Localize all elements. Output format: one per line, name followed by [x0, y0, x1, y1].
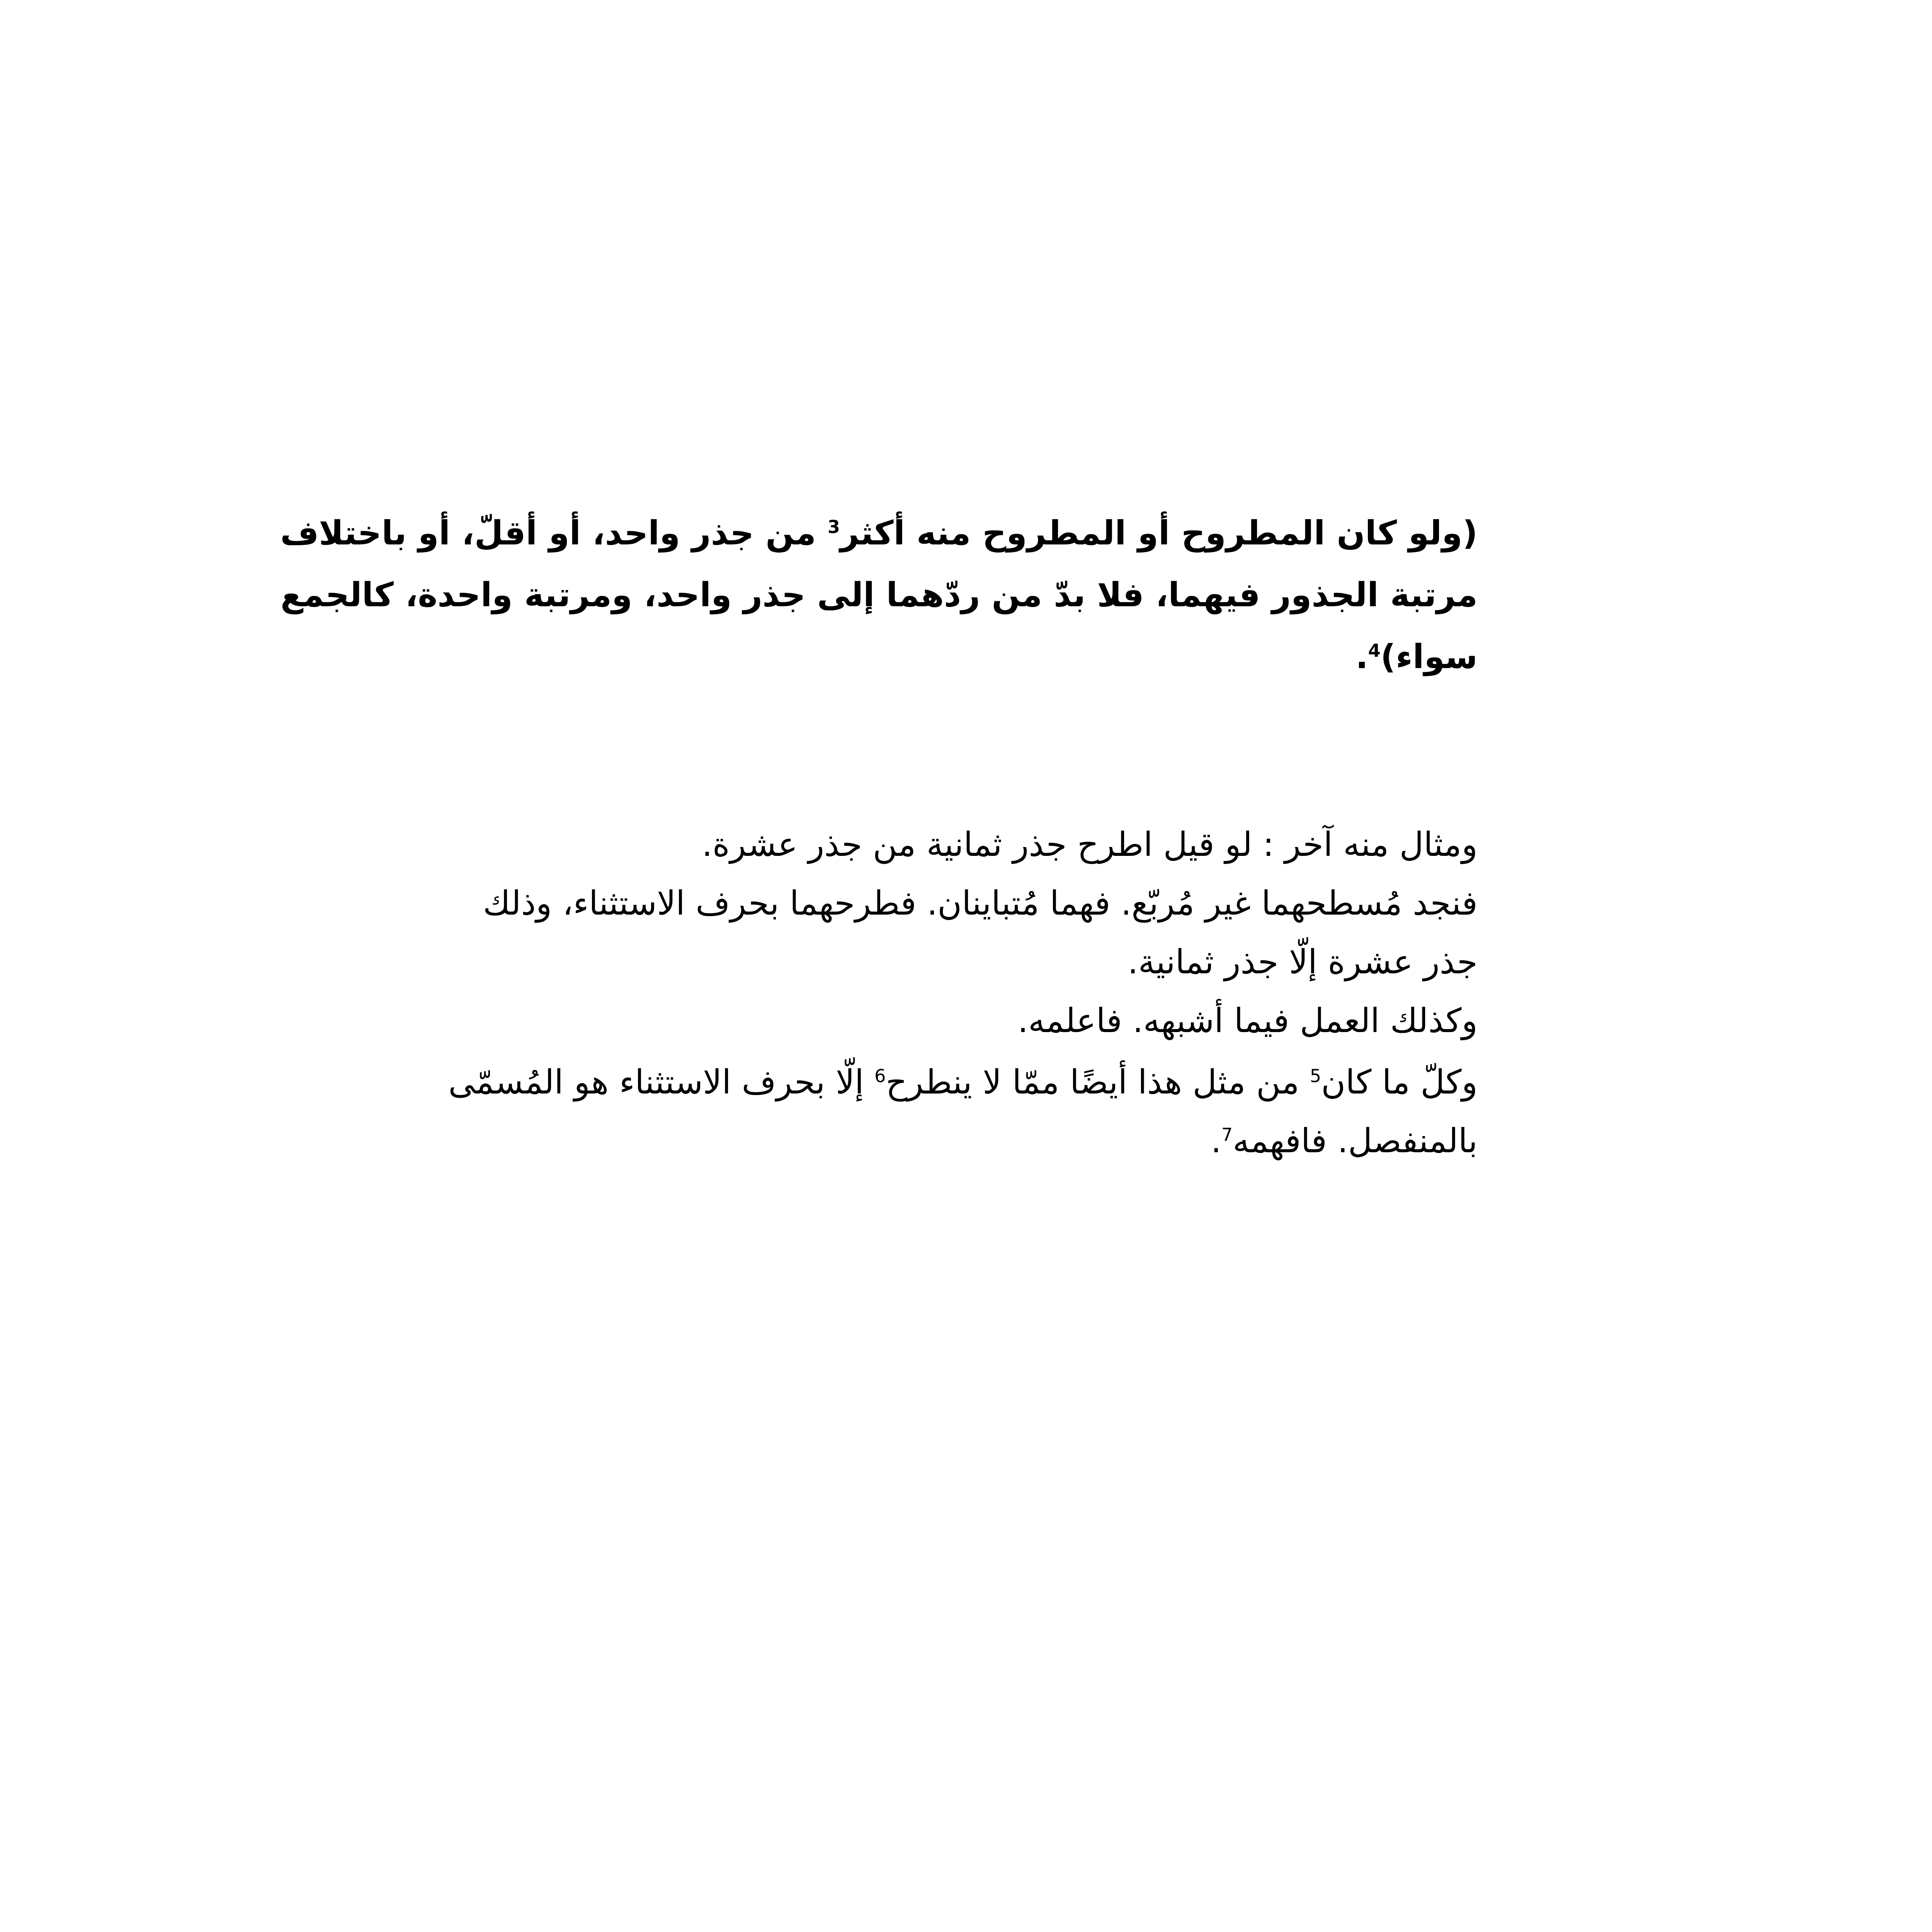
footnote-ref: 6	[874, 1065, 886, 1087]
text-line: جذر عشرة إلّا جذر ثمانية.	[1128, 943, 1478, 981]
text-run: من جذر واحد، أو أقلّ، أو باختلاف	[280, 514, 828, 553]
text-run: من مثل هذا أيضًا ممّا لا ينطرح	[886, 1063, 1310, 1102]
footnote-ref: 5	[1310, 1065, 1321, 1087]
text-run: سواء)	[1380, 638, 1478, 676]
text-line: مرتبة الجذور فيهما، فلا بدّ من ردّهما إلى جذر واحد، ومرتبة واحدة، كالجمع	[280, 576, 1478, 614]
text-run: إلّا بحرف الاستثناء هو المُسمّى	[448, 1063, 875, 1102]
footnote-ref: 4	[1368, 640, 1381, 661]
footnote-ref: 3	[827, 516, 840, 537]
closing-paragraph	[218, 1053, 1478, 1170]
footnote-ref: 7	[1221, 1124, 1233, 1145]
text-line: وكذلك العمل فيما أشبهه. فاعلمه.	[1017, 1002, 1478, 1040]
example-paragraph	[218, 815, 1478, 1050]
text-line: فنجد مُسطحهما غير مُربّع. فهما مُتباينان. فطرحهما بحرف الاستثناء، وذلك	[483, 884, 1478, 923]
text-line: ومثال منه آخر : لو قيل اطرح جذر ثمانية من جذر عشرة.	[702, 825, 1478, 864]
text-line	[218, 1053, 1478, 1112]
text-run: بالمنفصل. فافهمه	[1233, 1122, 1478, 1160]
text-run: وكلّ ما كان	[1321, 1063, 1478, 1102]
text-run: (ولو كان المطروح أو المطروح منه أكثر	[840, 514, 1478, 553]
text-line	[218, 626, 1478, 688]
text-line	[218, 1112, 1478, 1170]
text-line	[218, 502, 1478, 564]
text-run: .	[1211, 1122, 1221, 1160]
text-run: .	[1355, 638, 1368, 676]
bold-paragraph	[218, 502, 1478, 688]
